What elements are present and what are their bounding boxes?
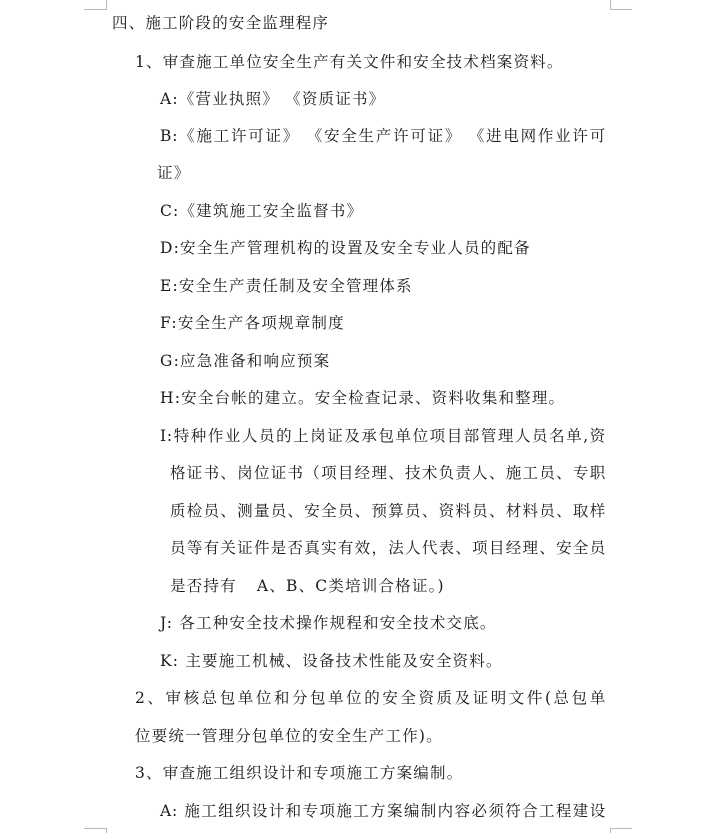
item-1-sub-i-line-3: 质检员、测量员、安全员、预算员、资料员、材料员、取样 xyxy=(170,502,606,520)
item-3-title: 3、审查施工组织设计和专项施工方案编制。 xyxy=(135,764,464,782)
item-1-sub-b-line-1: B:《施工许可证》 《安全生产许可证》 《进电网作业许可 xyxy=(160,127,606,145)
crop-mark-top-left-h xyxy=(84,9,106,10)
crop-mark-bottom-left-v xyxy=(106,828,107,833)
item-1-sub-i-line-1: I:特种作业人员的上岗证及承包单位项目部管理人员名单,资 xyxy=(160,427,606,445)
item-2-title-line-1: 2、审核总包单位和分包单位的安全资质及证明文件(总包单 xyxy=(135,689,606,707)
item-1-sub-b-line-2: 证》 xyxy=(157,164,191,182)
item-1-sub-g: G:应急准备和响应预案 xyxy=(160,352,331,370)
item-1-sub-d: D:安全生产管理机构的设置及安全专业人员的配备 xyxy=(160,239,531,257)
item-1-sub-i-line-4: 员等有关证件是否真实有效，法人代表、项目经理、安全员 xyxy=(170,539,606,557)
item-3-sub-a: A: 施工组织设计和专项施工方案编制内容必须符合工程建设 xyxy=(160,802,606,820)
section-heading: 四、施工阶段的安全监理程序 xyxy=(112,14,330,32)
item-1-sub-j: J: 各工种安全技术操作规程和安全技术交底。 xyxy=(160,614,497,632)
item-1-sub-h: H:安全台帐的建立。安全检查记录、资料收集和整理。 xyxy=(160,389,566,407)
crop-mark-top-left-v xyxy=(106,0,107,10)
crop-mark-top-right-h xyxy=(610,9,632,10)
crop-mark-top-right-v xyxy=(610,0,611,10)
item-1-title: 1、审查施工单位安全生产有关文件和安全技术档案资料。 xyxy=(135,53,564,71)
item-1-sub-i-line-2: 格证书、岗位证书（项目经理、技术负责人、施工员、专职 xyxy=(170,464,606,482)
crop-mark-bottom-left-h xyxy=(84,828,106,829)
item-1-sub-k: K: 主要施工机械、设备技术性能及安全资料。 xyxy=(160,652,503,670)
crop-mark-bottom-right-h xyxy=(610,828,632,829)
item-1-sub-e: E:安全生产责任制及安全管理体系 xyxy=(160,277,413,295)
item-2-title-line-2: 位要统一管理分包单位的安全生产工作)。 xyxy=(135,727,443,745)
item-1-sub-f: F:安全生产各项规章制度 xyxy=(160,314,345,332)
item-1-sub-c: C:《建筑施工安全监督书》 xyxy=(160,202,364,220)
item-1-sub-i-line-5: 是否持有 A、B、C类培训合格证。) xyxy=(170,577,445,595)
crop-mark-bottom-right-v xyxy=(610,828,611,833)
item-1-sub-a: A:《营业执照》 《资质证书》 xyxy=(160,90,386,108)
